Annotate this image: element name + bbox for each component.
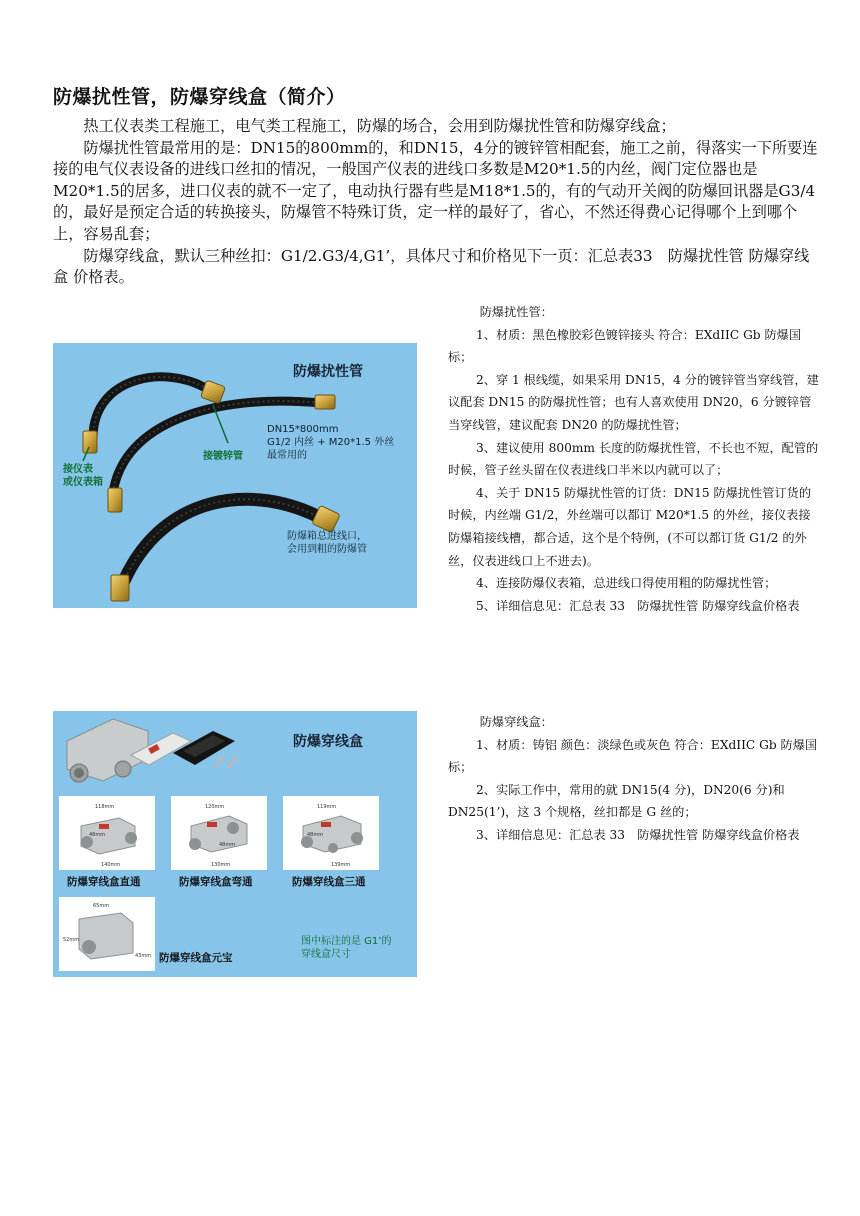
box-item: 1、材质：铸铝 颜色：淡绿色或灰色 符合：EXdIIC Gb 防爆国标； (448, 737, 818, 775)
caption-yuanbao: 防爆穿线盒元宝 (159, 952, 233, 964)
dim-label: 120mm (205, 804, 225, 810)
hose-illustration (53, 343, 417, 608)
caption-elbow: 防爆穿线盒弯通 (179, 876, 253, 888)
dim-label: 119mm (317, 804, 337, 810)
screws-icon (215, 755, 237, 769)
dim-label: 48mm (307, 832, 324, 838)
dim-label: 48mm (219, 842, 236, 848)
hose-item: 5、详细信息见：汇总表 33 防爆扰性管 防爆穿线盒价格表 (476, 598, 800, 613)
hose-item: 4、关于 DN15 防爆扰性管的订货：DN15 防爆扰性管订货的时候，内丝端 G1/2，外丝端可以都订 M20*1.5 的外丝，接仪表接防爆箱接线槽，都合适，这个是个特例，(不可以都订货 G1/2 的外丝，仪表进线口上不进去)。 (448, 485, 812, 568)
hose-item: 2、穿 1 根线缆，如果采用 DN15，4 分的镀锌管当穿线管，建议配套 DN15 的防爆扰性管；也有人喜欢使用 DN20，6 分镀锌管当穿线管，建议配套 DN20 的防爆扰性管； (448, 372, 819, 432)
box-yuanbao-icon (59, 897, 155, 971)
fitting-icon (83, 380, 340, 601)
box-heading: 防爆穿线盒： (479, 715, 553, 729)
thumb-elbow (171, 796, 267, 870)
dim-label: 48mm (89, 832, 106, 838)
dim-label: 52mm (63, 937, 80, 943)
intro-text (53, 116, 823, 289)
hose-spec-label: DN15*800mm G1/2 内丝 + M20*1.5 外丝 最常用的 (267, 424, 395, 461)
hose-item: 3、建议使用 800mm 长度的防爆扰性管，不长也不短，配管的时候，管子丝头留在仪表进线口半米以内就可以了； (448, 440, 819, 478)
gasket-icon (173, 731, 235, 765)
box-item: 3、详细信息见：汇总表 33 防爆扰性管 防爆穿线盒价格表 (476, 827, 800, 842)
dim-label: 118mm (95, 804, 115, 810)
dim-label: 140mm (101, 862, 121, 868)
size-note: 图中标注的是 G1’的 穿线盒尺寸 (301, 936, 392, 960)
intro-paragraph: 防爆穿线盒，默认三种丝扣：G1/2.G3/4,G1’，具体尺寸和价格见下一页：汇总表33 防爆扰性管 防爆穿线盒 价格表。 (53, 246, 810, 287)
thumb-yuanbao (59, 897, 155, 971)
hose-item: 1、材质：黑色橡胶彩色镀锌接头 符合：EXdIIC Gb 防爆国标； (448, 327, 802, 365)
box-panel-title: 防爆穿线盒 (293, 734, 363, 750)
intro-paragraph: 防爆扰性管最常用的是：DN15的800mm的，和DN15，4分的镀锌管相配套，施工之前，得落实一下所要连接的电气仪表设备的进线口丝扣的情况，一般国产仪表的进线口多数是M20*1.5的内丝，阀门定位器也是M20*1.5的居多，进口仪表的就不一定了，电动执行器有些是M18*1.5的，有的气动开关阀的防爆回讯器是G3/4的，最好是预定合适的转换接头，防爆管不特殊订货，定一样的最好了，省心，不然还得费心记得哪个上到哪个上，容易乱套； (53, 138, 818, 243)
dim-label: 139mm (331, 862, 351, 868)
hose-item: 4、连接防爆仪表箱，总进线口得使用粗的防爆扰性管； (476, 576, 777, 591)
box-description (448, 711, 820, 847)
page-title: 防爆扰性管，防爆穿线盒（简介） (53, 86, 346, 108)
thumb-straight (59, 796, 155, 870)
hose-panel-title: 防爆扰性管 (293, 364, 363, 380)
intro-paragraph: 热工仪表类工程施工，电气类工程施工，防爆的场合，会用到防爆扰性管和防爆穿线盒； (83, 117, 676, 135)
caption-tee: 防爆穿线盒三通 (292, 876, 366, 888)
galvanized-pipe-label: 接镀锌管 (203, 451, 243, 462)
box-tee-icon (283, 796, 379, 870)
caption-straight: 防爆穿线盒直通 (67, 876, 141, 888)
junction-box-icon (67, 719, 148, 782)
box-straight-icon (59, 796, 155, 870)
dim-label: 130mm (211, 862, 231, 868)
hose-heading: 防爆扰性管： (479, 305, 553, 319)
flexible-hose-image (53, 343, 417, 608)
junction-box-image (53, 711, 417, 977)
box-elbow-icon (171, 796, 267, 870)
box-inlet-label: 防爆箱总进线口， 会用到粗的防爆管 (287, 531, 367, 555)
instrument-label: 接仪表 或仪表箱 (63, 464, 103, 488)
dim-label: 65mm (93, 903, 110, 909)
thumb-tee (283, 796, 379, 870)
hose-description (448, 301, 820, 617)
dim-label: 43mm (135, 953, 152, 959)
box-item: 2、实际工作中，常用的就 DN15(4 分)，DN20(6 分)和 DN25(1’)，这 3 个规格，丝扣都是 G 丝的； (448, 782, 785, 820)
